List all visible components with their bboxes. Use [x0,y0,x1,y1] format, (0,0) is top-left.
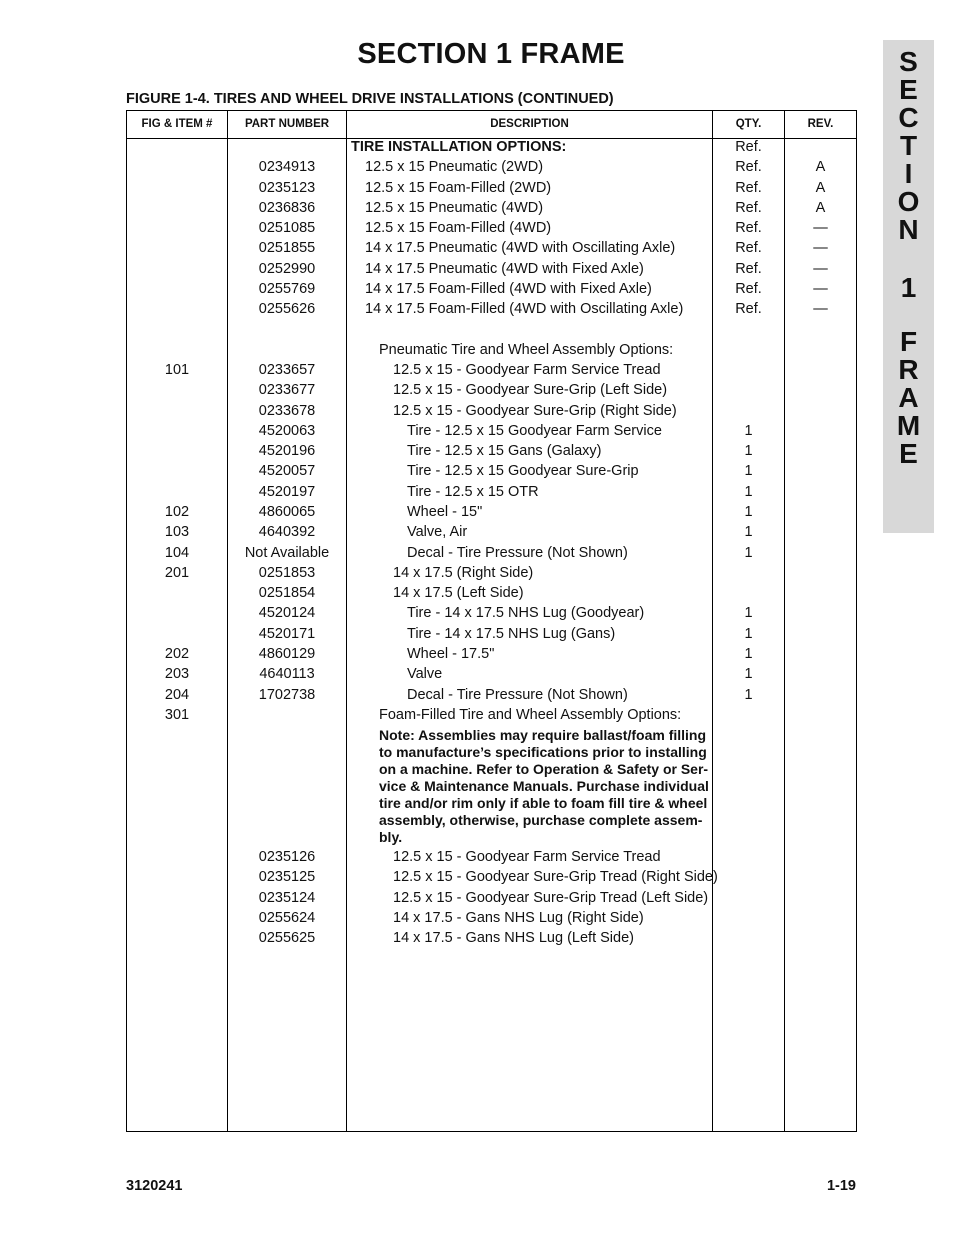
table-row [127,441,856,461]
revision-cell: — [813,220,828,236]
table-row [127,644,856,664]
description-cell: TIRE INSTALLATION OPTIONS: [351,139,567,155]
table-row [127,867,856,887]
part-number-cell: 4520057 [258,463,316,479]
description-cell: 14 x 17.5 Foam-Filled (4WD with Oscillating Axle) [365,301,684,317]
description-cell: Wheel - 17.5" [407,646,495,662]
part-number-cell: 4520171 [258,626,316,642]
description-cell: 12.5 x 15 Pneumatic (4WD) [365,200,544,216]
quantity-cell: 1 [744,504,753,520]
quantity-cell: Ref. [735,220,762,236]
part-number-cell: 4520197 [258,484,316,500]
quantity-cell: Ref. [735,261,762,277]
side-tab-letter: A [898,382,919,413]
description-cell: Foam-Filled Tire and Wheel Assembly Options: [379,707,682,723]
quantity-cell: 1 [744,524,753,540]
side-tab-letter: S [899,46,918,77]
table-row [127,259,856,279]
table-row [127,279,856,299]
part-number-cell: 0235123 [258,180,316,196]
side-tab-letter: C [898,102,919,133]
description-cell: Tire - 12.5 x 15 Gans (Galaxy) [407,443,602,459]
table-row [127,502,856,522]
side-tab-letter: T [899,130,918,161]
parts-table [126,110,857,1132]
quantity-cell: 1 [744,687,753,703]
revision-cell: — [813,301,828,317]
table-row [127,543,856,563]
side-tab-letter: E [899,74,918,105]
description-cell: 14 x 17.5 Foam-Filled (4WD with Fixed Axle) [365,281,652,297]
part-number-cell: 4640392 [258,524,316,540]
description-cell: 12.5 x 15 Pneumatic (2WD) [365,159,544,175]
quantity-cell: Ref. [735,159,762,175]
table-row [127,624,856,644]
description-cell: 12.5 x 15 - Goodyear Sure-Grip Tread (Right Side) [393,869,718,885]
quantity-cell: 1 [744,626,753,642]
table-row [127,928,856,948]
description-cell: Decal - Tire Pressure (Not Shown) [407,545,628,561]
part-number-cell: 0234913 [258,159,316,175]
section-side-tab [883,40,934,533]
item-number-cell: 202 [164,646,190,662]
part-number-cell: Not Available [244,545,330,561]
part-number-cell: 0251853 [258,565,316,581]
column-header-part-number: PART NUMBER [244,118,330,130]
description-cell: Tire - 14 x 17.5 NHS Lug (Gans) [407,626,616,642]
part-number-cell: 4520124 [258,605,316,621]
part-number-cell: 1702738 [258,687,316,703]
table-row [127,320,856,340]
part-number-cell: 0251855 [258,240,316,256]
revision-cell: — [813,281,828,297]
part-number-cell: 0236836 [258,200,316,216]
part-number-cell: 0255624 [258,910,316,926]
table-row [127,401,856,421]
table-row [127,380,856,400]
column-header-description: DESCRIPTION [490,118,569,130]
part-number-cell: 0251854 [258,585,316,601]
quantity-cell: 1 [744,666,753,682]
item-number-cell: 104 [164,545,190,561]
table-row [127,563,856,583]
part-number-cell: 0255625 [258,930,316,946]
table-row [127,522,856,542]
item-number-cell: 102 [164,504,190,520]
part-number-cell: 4860065 [258,504,316,520]
column-header-qty: QTY. [735,118,762,130]
description-cell: 12.5 x 15 - Goodyear Farm Service Tread [393,849,661,865]
description-cell: 14 x 17.5 - Gans NHS Lug (Right Side) [393,910,644,926]
item-number-cell: 203 [164,666,190,682]
description-cell: 14 x 17.5 - Gans NHS Lug (Left Side) [393,930,634,946]
side-tab-letter: I [904,158,913,189]
table-row [127,157,856,177]
part-number-cell: 0235126 [258,849,316,865]
table-row [127,482,856,502]
quantity-cell: 1 [744,443,753,459]
side-tab-letter: M [896,410,921,441]
part-number-cell: 0233677 [258,382,316,398]
column-header-rev: REV. [807,118,834,130]
quantity-cell: Ref. [735,180,762,196]
figure-title: FIGURE 1-4. TIRES AND WHEEL DRIVE INSTALLATIONS (CONTINUED) [126,91,614,107]
table-row [127,299,856,319]
description-cell: 14 x 17.5 (Left Side) [393,585,524,601]
quantity-cell: 1 [744,423,753,439]
table-row [127,198,856,218]
table-row [127,705,856,725]
document-number: 3120241 [126,1178,183,1194]
table-row [127,360,856,380]
description-cell: 12.5 x 15 - Goodyear Sure-Grip (Right Side) [393,403,677,419]
revision-cell: — [813,261,828,277]
revision-cell: A [815,200,826,216]
part-number-cell: 4520196 [258,443,316,459]
table-row [127,664,856,684]
table-row [127,178,856,198]
description-cell: 12.5 x 15 - Goodyear Farm Service Tread [393,362,661,378]
part-number-cell: 4860129 [258,646,316,662]
revision-cell: A [815,159,826,175]
quantity-cell: Ref. [735,200,762,216]
quantity-cell: 1 [744,545,753,561]
part-number-cell: 4640113 [259,666,315,682]
side-tab-letter: F [899,326,918,357]
description-cell: 14 x 17.5 (Right Side) [393,565,534,581]
page-title: SECTION 1 FRAME [357,38,625,70]
part-number-cell: 0233657 [258,362,316,378]
revision-cell: — [813,240,828,256]
description-cell: Decal - Tire Pressure (Not Shown) [407,687,628,703]
side-tab-letter: R [898,354,919,385]
table-row [127,238,856,258]
quantity-cell: Ref. [735,301,762,317]
quantity-cell: 1 [744,463,753,479]
part-number-cell: 0252990 [258,261,316,277]
part-number-cell: 0255769 [258,281,316,297]
description-cell: 14 x 17.5 Pneumatic (4WD with Fixed Axle) [365,261,644,277]
table-row [127,421,856,441]
quantity-cell: Ref. [735,240,762,256]
quantity-cell: 1 [744,605,753,621]
description-cell: Tire - 14 x 17.5 NHS Lug (Goodyear) [407,605,645,621]
part-number-cell: 0255626 [258,301,316,317]
side-tab-letter: N [898,214,919,245]
quantity-cell: 1 [744,646,753,662]
description-cell: Tire - 12.5 x 15 OTR [407,484,539,500]
description-cell: Valve, Air [407,524,468,540]
item-number-cell: 204 [164,687,190,703]
item-number-cell: 103 [164,524,190,540]
table-row [127,218,856,238]
item-number-cell: 301 [164,707,190,723]
side-tab-letter: E [899,438,918,469]
table-row [127,461,856,481]
side-tab-letter: 1 [900,272,917,303]
item-number-cell: 101 [164,362,190,378]
part-number-cell: 0235125 [258,869,316,885]
side-tab-letter: O [897,186,920,217]
description-cell: 12.5 x 15 - Goodyear Sure-Grip Tread (Left Side) [393,890,709,906]
description-cell: 12.5 x 15 - Goodyear Sure-Grip (Left Side) [393,382,668,398]
item-number-cell: 201 [164,565,190,581]
part-number-cell: 0235124 [258,890,316,906]
assembly-note: Note: Assemblies may require ballast/foam filling to manufacture’s specifications prior to installing on a machine. Refer to Operation & Safety or Ser-vice & Maintenance Manuals. Purchase individual tire and/or rim only if able to foam fill tire & wheel assembly, otherwise, purchase complete assem-bly. [379,727,709,845]
description-cell: 14 x 17.5 Pneumatic (4WD with Oscillating Axle) [365,240,676,256]
part-number-cell: 0233678 [258,403,316,419]
table-row [127,137,856,157]
quantity-cell: 1 [744,484,753,500]
table-row [127,583,856,603]
part-number-cell: 4520063 [258,423,316,439]
column-header-item: FIG & ITEM # [141,118,213,130]
table-row [127,685,856,705]
quantity-cell: Ref. [735,139,762,155]
description-cell: 12.5 x 15 Foam-Filled (4WD) [365,220,552,236]
description-cell: Pneumatic Tire and Wheel Assembly Options: [379,342,674,358]
page-number: 1-19 [826,1178,856,1194]
revision-cell: A [815,180,826,196]
table-row [127,340,856,360]
description-cell: Wheel - 15" [407,504,483,520]
description-cell: Tire - 12.5 x 15 Goodyear Sure-Grip [407,463,639,479]
part-number-cell: 0251085 [258,220,316,236]
table-row [127,603,856,623]
description-cell: Tire - 12.5 x 15 Goodyear Farm Service [407,423,662,439]
table-row [127,888,856,908]
table-row [127,847,856,867]
description-cell: 12.5 x 15 Foam-Filled (2WD) [365,180,552,196]
quantity-cell: Ref. [735,281,762,297]
description-cell: Valve [407,666,443,682]
table-row [127,908,856,928]
